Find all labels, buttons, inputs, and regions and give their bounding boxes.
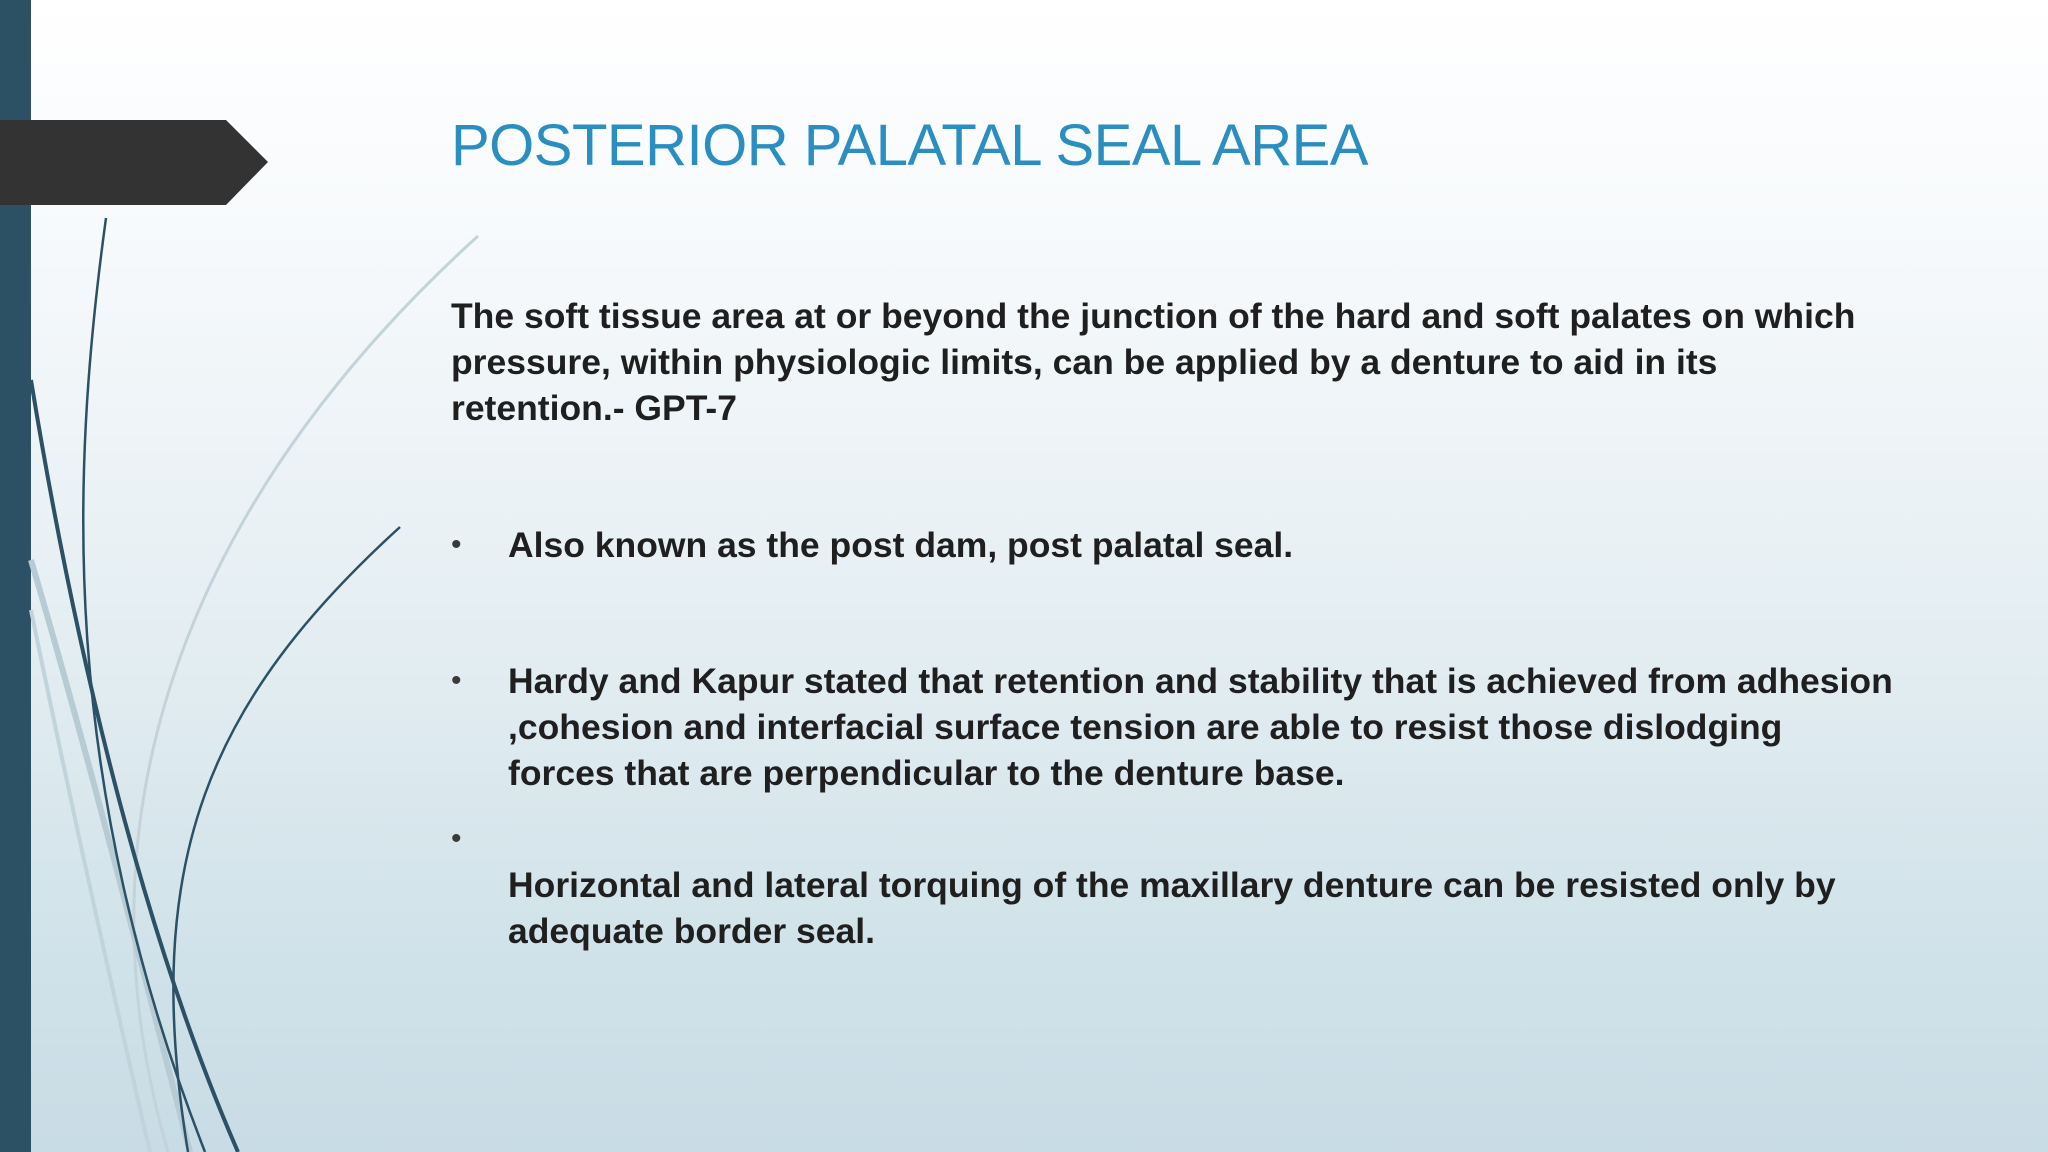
dark-curve-3: [173, 527, 400, 1152]
title-tab-shape: [0, 120, 268, 205]
dark-curve-1: [83, 218, 205, 1152]
slide-title: POSTERIOR PALATAL SEAL AREA: [451, 113, 1368, 178]
bullet-text-3: Horizontal and lateral torquing of the maxillary denture can be resisted only by adequate border seal.: [508, 865, 1836, 951]
bullet-text-2: Hardy and Kapur stated that retention and stability that is achieved from adhesion ,cohesion and interfacial surface tension are able to resist those dislodging forces that are perpendicular to the denture base.: [508, 661, 1893, 793]
light-curve-2: [31, 560, 190, 1152]
bullet-dot-2: •: [451, 664, 462, 697]
bullet-text-1: Also known as the post dam, post palatal seal.: [508, 525, 1294, 565]
definition-text: The soft tissue area at or beyond the junction of the hard and soft palates on which pressure, within physiologic limits, can be applied by a denture to aid in its retention.- GPT-7: [451, 296, 1856, 428]
bullet-dot-1: •: [451, 528, 462, 561]
bullet-dot-3: •: [451, 822, 462, 855]
